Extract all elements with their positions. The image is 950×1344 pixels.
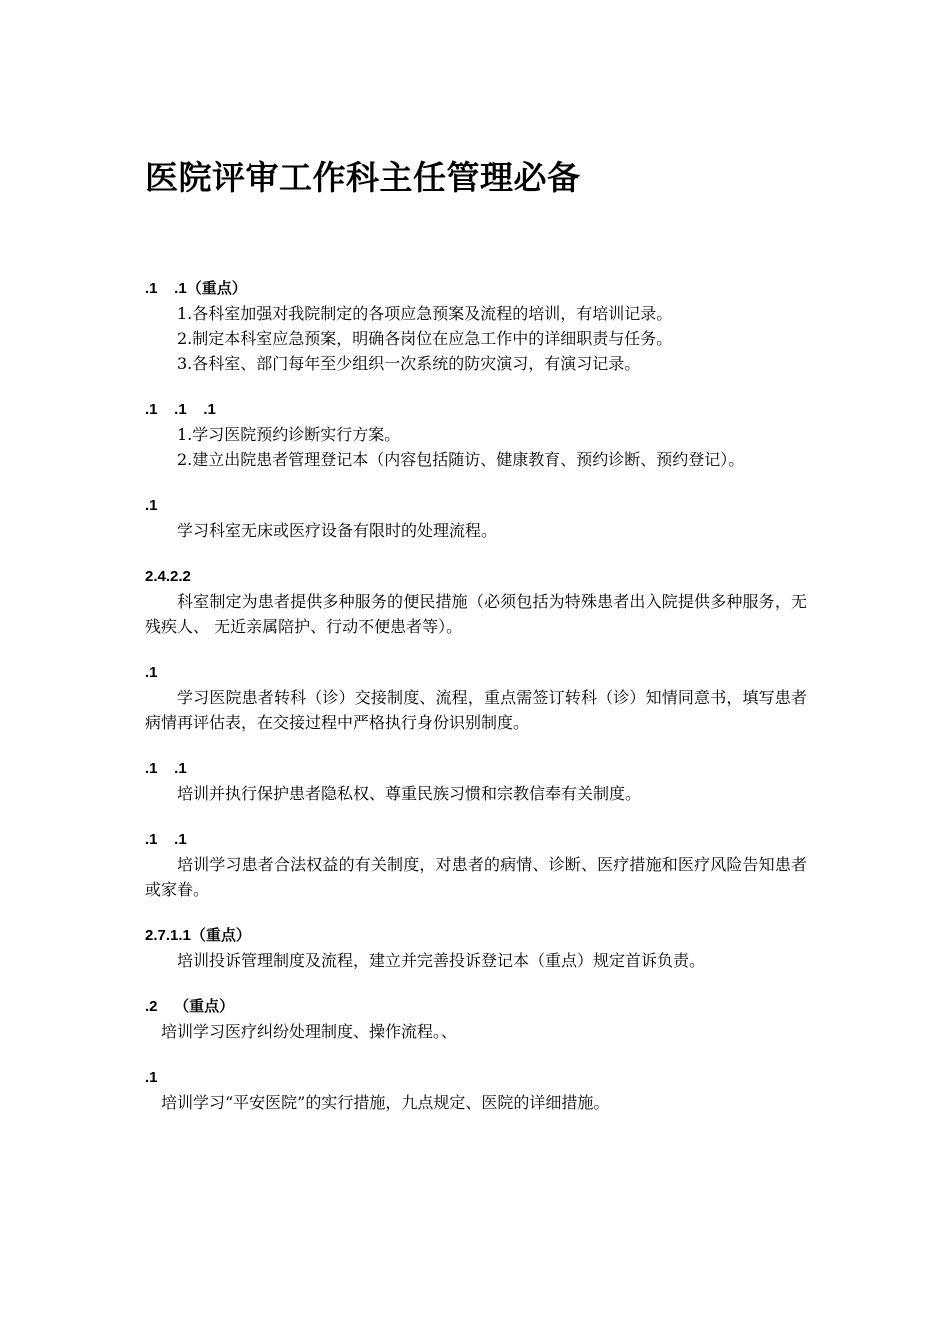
- section-convenience-measures: [145, 565, 807, 639]
- section-safe-hospital: [145, 1066, 807, 1115]
- section-heading: .1 .1: [145, 760, 187, 777]
- paragraph: 培训学习患者合法权益的有关制度，对患者的病情、诊断、医疗措施和医疗风险告知患者或家眷。: [145, 855, 807, 899]
- document-title: 医院评审工作科主任管理必备: [145, 158, 581, 197]
- section-privacy: [145, 757, 807, 806]
- paragraph: 2.建立出院患者管理登记本（内容包括随访、健康教育、预约诊断、预约登记）。: [177, 450, 745, 469]
- paragraph: 培训并执行保护患者隐私权、尊重民族习惯和宗教信奉有关制度。: [177, 784, 642, 803]
- section-heading: .1: [145, 497, 158, 514]
- section-appointment: [145, 398, 807, 472]
- section-heading: 2.7.1.1（重点）: [145, 927, 251, 944]
- section-patient-rights: [145, 828, 807, 902]
- document-body: [145, 277, 807, 1137]
- section-heading: .1: [145, 664, 158, 681]
- paragraph: 1.学习医院预约诊断实行方案。: [177, 425, 401, 444]
- section-transfer-handover: [145, 661, 807, 735]
- section-heading: .1: [145, 1069, 158, 1086]
- section-heading: .1 .1 .1: [145, 401, 216, 418]
- paragraph: 3.各科室、部门每年至少组织一次系统的防灾演习，有演习记录。: [177, 354, 641, 373]
- paragraph: 1.各科室加强对我院制定的各项应急预案及流程的培训，有培训记录。: [177, 304, 673, 323]
- section-emergency-plan: [145, 277, 807, 376]
- paragraph: 科室制定为患者提供多种服务的便民措施（必须包括为特殊患者出入院提供多种服务，无残疾人、 无近亲属陪护、行动不便患者等）。: [145, 592, 807, 636]
- section-heading: .2 （重点）: [145, 998, 235, 1015]
- section-complaints: [145, 924, 807, 973]
- paragraph: 学习科室无床或医疗设备有限时的处理流程。: [177, 521, 498, 540]
- paragraph: 培训学习“平安医院”的实行措施，九点规定、医院的详细措施。: [161, 1093, 610, 1112]
- section-heading: .1 .1（重点）: [145, 280, 247, 297]
- paragraph: 培训投诉管理制度及流程，建立并完善投诉登记本（重点）规定首诉负责。: [177, 951, 706, 970]
- section-disputes: [145, 995, 807, 1044]
- paragraph: 学习医院患者转科（诊）交接制度、流程，重点需签订转科（诊）知情同意书，填写患者病情再评估表，在交接过程中严格执行身份识别制度。: [145, 688, 807, 732]
- paragraph: 2.制定本科室应急预案，明确各岗位在应急工作中的详细职责与任务。: [177, 329, 673, 348]
- section-heading: 2.4.2.2: [145, 568, 191, 585]
- paragraph: 培训学习医疗纠纷处理制度、操作流程。、: [161, 1022, 458, 1041]
- section-no-bed-process: [145, 494, 807, 543]
- section-heading: .1 .1: [145, 831, 187, 848]
